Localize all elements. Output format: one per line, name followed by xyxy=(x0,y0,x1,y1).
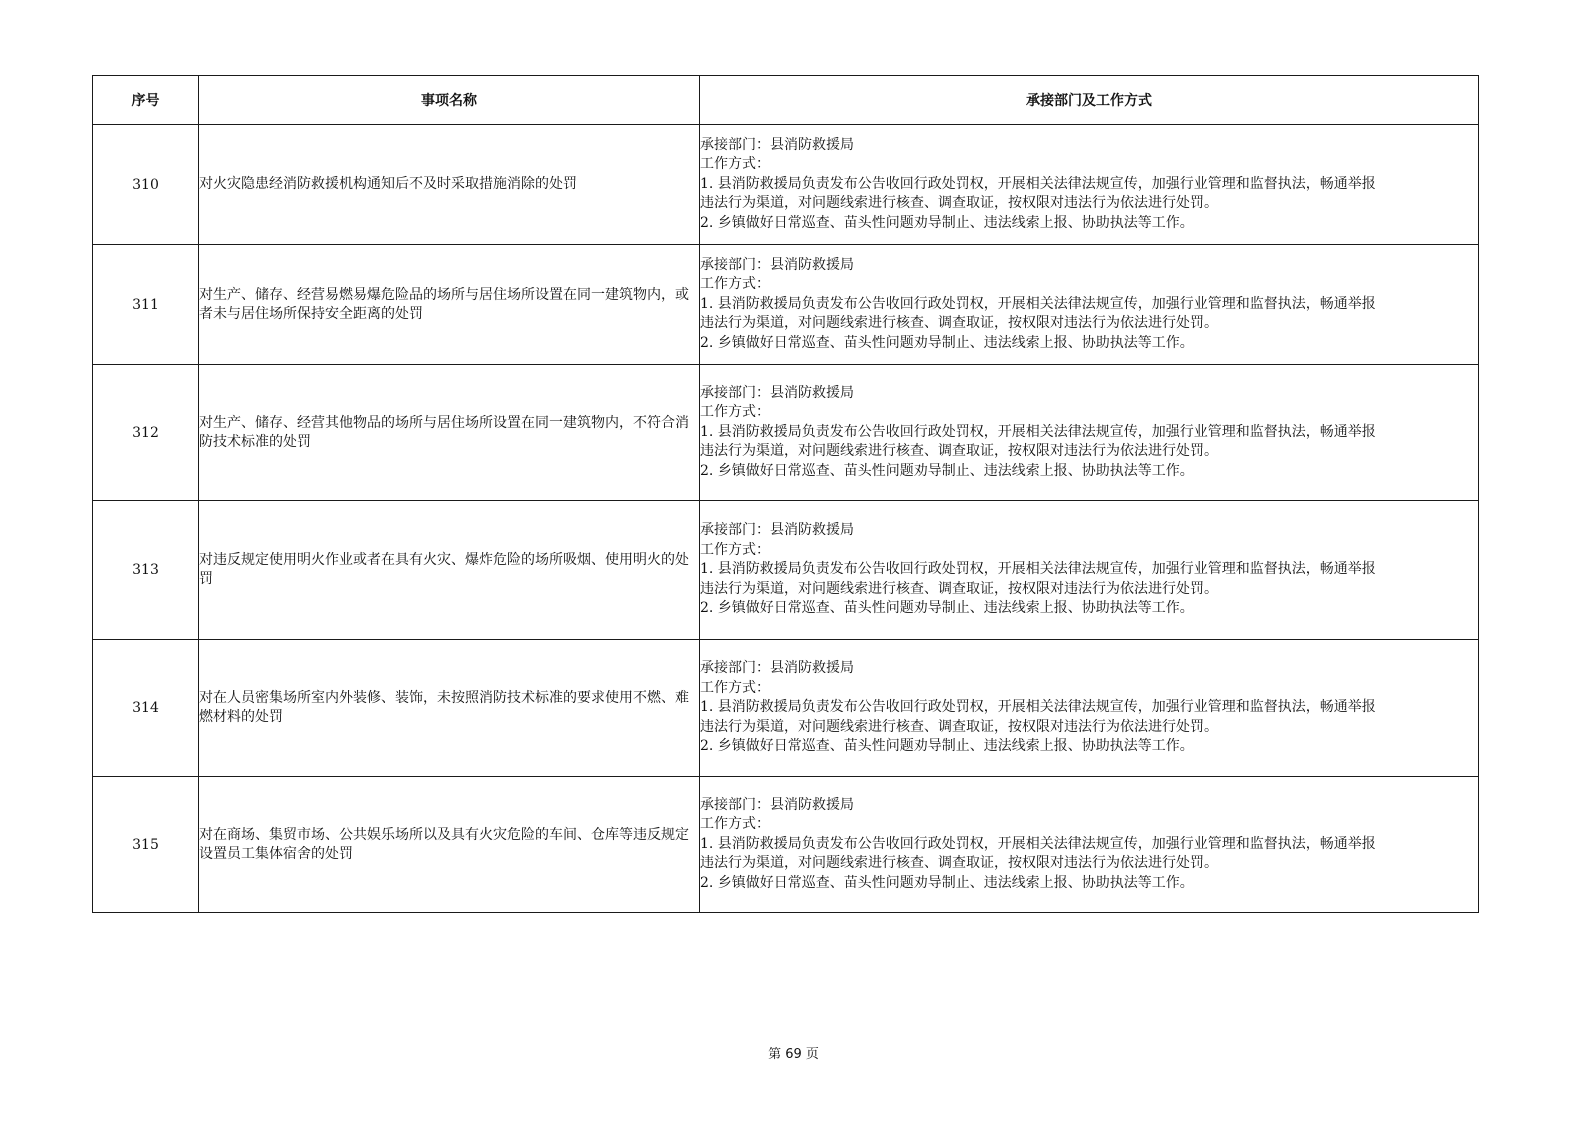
dept-line-item-2: 2. 乡镇做好日常巡查、苗头性问题劝导制止、违法线索上报、协助执法等工作。 xyxy=(700,600,1194,617)
row-matter-name: 对违反规定使用明火作业或者在具有火灾、爆炸危险的场所吸烟、使用明火的处罚 xyxy=(199,501,700,640)
row-department-method xyxy=(700,125,1479,245)
header-matter-name: 事项名称 xyxy=(199,76,700,125)
dept-line-department: 承接部门：县消防救援局 xyxy=(700,796,854,813)
dept-line-item-1b: 违法行为渠道，对问题线索进行核查、调查取证，按权限对违法行为依法进行处罚。 xyxy=(700,580,1218,597)
dept-line-item-2: 2. 乡镇做好日常巡查、苗头性问题劝导制止、违法线索上报、协助执法等工作。 xyxy=(700,334,1194,351)
table-row xyxy=(93,365,1479,501)
table-row xyxy=(93,640,1479,777)
dept-line-item-1b: 违法行为渠道，对问题线索进行核查、调查取证，按权限对违法行为依法进行处罚。 xyxy=(700,443,1218,460)
table-row xyxy=(93,777,1479,913)
dept-line-department: 承接部门：县消防救援局 xyxy=(700,522,854,539)
dept-line-item-1a: 1. 县消防救援局负责发布公告收回行政处罚权，开展相关法律法规宣传，加强行业管理和监督执法，畅通举报 xyxy=(700,423,1376,440)
dept-line-item-2: 2. 乡镇做好日常巡查、苗头性问题劝导制止、违法线索上报、协助执法等工作。 xyxy=(700,874,1194,891)
dept-line-method-label: 工作方式： xyxy=(700,156,770,173)
header-serial-number: 序号 xyxy=(93,76,199,125)
row-serial-number: 314 xyxy=(93,640,199,777)
dept-line-item-1a: 1. 县消防救援局负责发布公告收回行政处罚权，开展相关法律法规宣传，加强行业管理和监督执法，畅通举报 xyxy=(700,835,1376,852)
dept-line-item-1a: 1. 县消防救援局负责发布公告收回行政处罚权，开展相关法律法规宣传，加强行业管理和监督执法，畅通举报 xyxy=(700,175,1376,192)
row-department-method xyxy=(700,365,1479,501)
row-matter-name: 对在商场、集贸市场、公共娱乐场所以及具有火灾危险的车间、仓库等违反规定设置员工集体宿舍的处罚 xyxy=(199,777,700,913)
dept-line-department: 承接部门：县消防救援局 xyxy=(700,256,854,273)
dept-line-item-2: 2. 乡镇做好日常巡查、苗头性问题劝导制止、违法线索上报、协助执法等工作。 xyxy=(700,738,1194,755)
dept-line-item-2: 2. 乡镇做好日常巡查、苗头性问题劝导制止、违法线索上报、协助执法等工作。 xyxy=(700,462,1194,479)
page-number: 第 69 页 xyxy=(768,1047,819,1062)
dept-line-item-1a: 1. 县消防救援局负责发布公告收回行政处罚权，开展相关法律法规宣传，加强行业管理和监督执法，畅通举报 xyxy=(700,699,1376,716)
dept-line-item-1b: 违法行为渠道，对问题线索进行核查、调查取证，按权限对违法行为依法进行处罚。 xyxy=(700,718,1218,735)
table-header-row xyxy=(93,76,1479,125)
row-matter-name: 对在人员密集场所室内外装修、装饰，未按照消防技术标准的要求使用不燃、难燃材料的处罚 xyxy=(199,640,700,777)
dept-line-department: 承接部门：县消防救援局 xyxy=(700,384,854,401)
table-row xyxy=(93,125,1479,245)
row-department-method xyxy=(700,501,1479,640)
matters-table xyxy=(92,75,1479,913)
row-department-method xyxy=(700,777,1479,913)
row-matter-name: 对火灾隐患经消防救援机构通知后不及时采取措施消除的处罚 xyxy=(199,125,700,245)
row-department-method xyxy=(700,245,1479,365)
dept-line-item-1b: 违法行为渠道，对问题线索进行核查、调查取证，按权限对违法行为依法进行处罚。 xyxy=(700,195,1218,212)
dept-line-method-label: 工作方式： xyxy=(700,816,770,833)
row-serial-number: 310 xyxy=(93,125,199,245)
header-department-method: 承接部门及工作方式 xyxy=(700,76,1479,125)
dept-line-item-1b: 违法行为渠道，对问题线索进行核查、调查取证，按权限对违法行为依法进行处罚。 xyxy=(700,315,1218,332)
dept-line-method-label: 工作方式： xyxy=(700,404,770,421)
row-matter-name: 对生产、储存、经营易燃易爆危险品的场所与居住场所设置在同一建筑物内，或者未与居住场所保持安全距离的处罚 xyxy=(199,245,700,365)
table-row xyxy=(93,245,1479,365)
row-serial-number: 311 xyxy=(93,245,199,365)
dept-line-item-1a: 1. 县消防救援局负责发布公告收回行政处罚权，开展相关法律法规宣传，加强行业管理和监督执法，畅通举报 xyxy=(700,561,1376,578)
row-serial-number: 312 xyxy=(93,365,199,501)
dept-line-item-1a: 1. 县消防救援局负责发布公告收回行政处罚权，开展相关法律法规宣传，加强行业管理和监督执法，畅通举报 xyxy=(700,295,1376,312)
dept-line-item-2: 2. 乡镇做好日常巡查、苗头性问题劝导制止、违法线索上报、协助执法等工作。 xyxy=(700,214,1194,231)
dept-line-method-label: 工作方式： xyxy=(700,276,770,293)
row-matter-name: 对生产、储存、经营其他物品的场所与居住场所设置在同一建筑物内，不符合消防技术标准的处罚 xyxy=(199,365,700,501)
dept-line-item-1b: 违法行为渠道，对问题线索进行核查、调查取证，按权限对违法行为依法进行处罚。 xyxy=(700,855,1218,872)
dept-line-method-label: 工作方式： xyxy=(700,541,770,558)
table-row xyxy=(93,501,1479,640)
dept-line-method-label: 工作方式： xyxy=(700,679,770,696)
row-department-method xyxy=(700,640,1479,777)
row-serial-number: 313 xyxy=(93,501,199,640)
row-serial-number: 315 xyxy=(93,777,199,913)
dept-line-department: 承接部门：县消防救援局 xyxy=(700,660,854,677)
dept-line-department: 承接部门：县消防救援局 xyxy=(700,136,854,153)
